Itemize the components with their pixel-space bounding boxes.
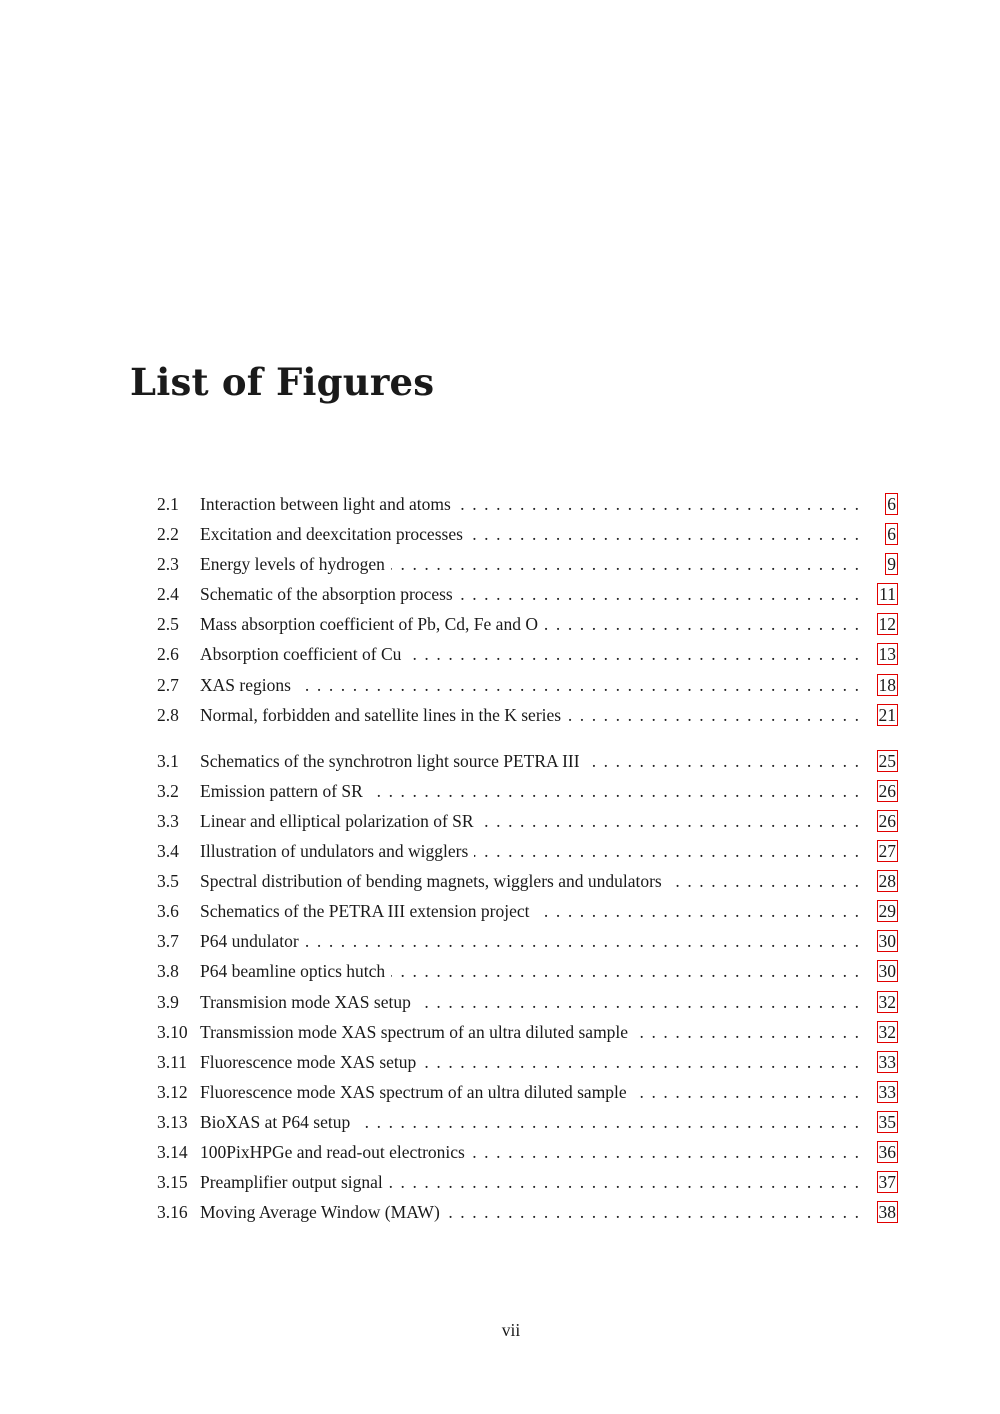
figure-page-cell: [859, 1167, 897, 1197]
figure-entry: [157, 956, 897, 986]
dot-leader: [459, 579, 859, 609]
figure-title: Linear and elliptical polarization of SR: [200, 810, 474, 831]
figure-page-cell: [859, 836, 897, 866]
figure-page-link[interactable]: 38: [878, 1202, 896, 1223]
figure-page-cell: [859, 866, 897, 896]
figure-page-cell: [859, 1077, 897, 1107]
figure-entry: [157, 1017, 897, 1047]
figure-number: 3.6: [157, 901, 179, 922]
figure-number: 3.11: [157, 1051, 187, 1072]
figure-group: [157, 746, 897, 1228]
figure-entry: [157, 700, 897, 730]
figure-number: 3.2: [157, 780, 179, 801]
figure-page-link[interactable]: 6: [887, 494, 896, 514]
figure-title: XAS regions: [200, 674, 291, 695]
figure-title: Fluorescence mode XAS setup: [200, 1051, 417, 1072]
figure-title: Mass absorption coefficient of Pb, Cd, Fe and O: [200, 614, 538, 635]
figure-number: 2.7: [157, 674, 179, 695]
dot-leader: [634, 1017, 859, 1047]
dot-leader: [407, 639, 859, 669]
dot-leader: [469, 519, 859, 549]
figure-number: 2.8: [157, 704, 179, 725]
figure-page-cell: [859, 579, 897, 609]
figure-page-cell: [859, 956, 897, 986]
figure-number: 2.5: [157, 614, 179, 635]
page-title: List of Figures: [130, 360, 435, 404]
figure-page-link[interactable]: 9: [887, 554, 896, 575]
figure-entry: [157, 1167, 897, 1197]
figure-title: Normal, forbidden and satellite lines in the K series: [200, 704, 562, 725]
figure-entry: [157, 987, 897, 1017]
figure-number: 3.1: [157, 750, 179, 771]
figure-page-cell: [859, 776, 897, 806]
figure-entry: [157, 519, 897, 549]
figure-page-link[interactable]: 25: [878, 750, 896, 771]
figure-page-link[interactable]: 11: [879, 584, 896, 605]
figure-number: 2.6: [157, 644, 179, 665]
figure-title: Spectral distribution of bending magnets, wigglers and undulators: [200, 871, 662, 892]
figure-title: Fluorescence mode XAS spectrum of an ultra diluted sample: [200, 1081, 627, 1102]
figure-number: 3.10: [157, 1021, 188, 1042]
figure-title: Illustration of undulators and wigglers: [200, 841, 469, 862]
figure-page-link[interactable]: 30: [878, 931, 896, 952]
figure-entry: [157, 926, 897, 956]
figure-entry: [157, 670, 897, 700]
figure-number: 3.15: [157, 1172, 188, 1193]
figure-title: Moving Average Window (MAW): [200, 1202, 440, 1223]
figure-number: 3.8: [157, 961, 179, 982]
figure-entry: [157, 549, 897, 579]
figure-entry: [157, 1137, 897, 1167]
figure-number: 2.4: [157, 584, 179, 605]
figure-number: 3.12: [157, 1081, 188, 1102]
figure-page-cell: [859, 519, 897, 549]
figure-page-link[interactable]: 33: [878, 1081, 896, 1102]
figure-group: [157, 489, 897, 730]
figure-title: 100PixHPGe and read-out electronics: [200, 1141, 465, 1162]
figure-page-cell: [859, 987, 897, 1017]
figure-title: Schematic of the absorption process: [200, 584, 453, 605]
figure-title: Transmision mode XAS setup: [200, 991, 411, 1012]
figure-page-link[interactable]: 28: [878, 871, 896, 892]
figure-page-cell: [859, 746, 897, 776]
figure-page-link[interactable]: 6: [887, 524, 896, 545]
dot-leader: [457, 489, 859, 519]
figure-number: 3.13: [157, 1111, 188, 1132]
figure-number: 3.3: [157, 810, 179, 831]
figure-entry: [157, 609, 897, 639]
figure-title: Schematics of the synchrotron light source PETRA III: [200, 750, 580, 771]
figure-page-cell: [859, 1047, 897, 1077]
figure-page-cell: [859, 806, 897, 836]
page-number: vii: [501, 1320, 521, 1340]
dot-leader: [422, 1047, 859, 1077]
figure-page-cell: [859, 1197, 897, 1227]
figure-entry: [157, 776, 897, 806]
figure-page-link[interactable]: 33: [878, 1051, 896, 1072]
dot-leader: [297, 670, 859, 700]
figure-number: 2.2: [157, 524, 179, 545]
figure-page-link[interactable]: 35: [878, 1111, 896, 1132]
dot-leader: [391, 956, 859, 986]
figure-page-cell: [859, 1137, 897, 1167]
dot-leader: [446, 1197, 859, 1227]
figure-page-cell: [859, 926, 897, 956]
figure-title: BioXAS at P64 setup: [200, 1111, 351, 1132]
figure-title: P64 beamline optics hutch: [200, 961, 386, 982]
figure-page-link[interactable]: 32: [878, 991, 896, 1012]
figure-entry: [157, 1107, 897, 1137]
figure-number: 3.4: [157, 841, 179, 862]
figure-page-link[interactable]: 27: [878, 841, 896, 862]
dot-leader: [474, 836, 859, 866]
figure-page-link[interactable]: 26: [878, 810, 896, 831]
figure-title: Emission pattern of SR: [200, 780, 363, 801]
dot-leader: [356, 1107, 859, 1137]
figure-entry: [157, 1077, 897, 1107]
figure-number: 2.1: [157, 494, 179, 514]
figure-entry: [157, 896, 897, 926]
figure-number: 3.7: [157, 931, 179, 952]
dot-leader: [369, 776, 859, 806]
figure-number: 3.9: [157, 991, 179, 1012]
figure-number: 3.14: [157, 1141, 188, 1162]
dot-leader: [544, 609, 859, 639]
figure-entry: [157, 579, 897, 609]
figure-entry: [157, 639, 897, 669]
dot-leader: [480, 806, 859, 836]
figure-title: Interaction between light and atoms: [200, 494, 451, 514]
figure-page-cell: [859, 489, 897, 519]
figure-title: Excitation and deexcitation processes: [200, 524, 463, 545]
dot-leader: [586, 746, 859, 776]
figure-title: Energy levels of hydrogen: [200, 554, 385, 575]
figure-page-link[interactable]: 29: [878, 901, 896, 922]
figure-page-link[interactable]: 12: [878, 614, 896, 635]
dot-leader: [389, 1167, 859, 1197]
figure-title: P64 undulator: [200, 931, 299, 952]
figure-entry: [157, 836, 897, 866]
figure-page-cell: [859, 549, 897, 579]
figure-page-link[interactable]: 26: [878, 780, 896, 801]
figure-page-cell: [859, 1107, 897, 1137]
figure-page-cell: [859, 1017, 897, 1047]
dot-leader: [536, 896, 859, 926]
dot-leader: [471, 1137, 859, 1167]
figure-page-cell: [859, 639, 897, 669]
figure-page-cell: [859, 700, 897, 730]
list-of-figures: [157, 489, 897, 1227]
dot-leader: [417, 987, 859, 1017]
figure-page-link[interactable]: 36: [878, 1141, 896, 1162]
figure-number: 2.3: [157, 554, 179, 575]
dot-leader: [391, 549, 859, 579]
figure-number: 3.16: [157, 1202, 188, 1223]
figure-entry: [157, 489, 897, 519]
figure-page-link[interactable]: 21: [878, 704, 896, 725]
dot-leader: [668, 866, 859, 896]
figure-title: Preamplifier output signal: [200, 1172, 383, 1193]
figure-page-link[interactable]: 30: [878, 961, 896, 982]
dot-leader: [633, 1077, 859, 1107]
figure-entry: [157, 746, 897, 776]
figure-entry: [157, 806, 897, 836]
figure-page-cell: [859, 609, 897, 639]
figure-entry: [157, 1197, 897, 1227]
figure-page-cell: [859, 896, 897, 926]
figure-entry: [157, 866, 897, 896]
dot-leader: [567, 700, 859, 730]
dot-leader: [305, 926, 859, 956]
figure-title: Transmission mode XAS spectrum of an ultra diluted sample: [200, 1021, 629, 1042]
figure-page-link[interactable]: 13: [878, 644, 896, 665]
figure-page-link[interactable]: 32: [878, 1021, 896, 1042]
figure-title: Absorption coefficient of Cu: [200, 644, 402, 665]
figure-page-link[interactable]: 37: [878, 1172, 896, 1193]
figure-page-link[interactable]: 18: [878, 674, 896, 695]
figure-entry: [157, 1047, 897, 1077]
figure-number: 3.5: [157, 871, 179, 892]
figure-title: Schematics of the PETRA III extension project: [200, 901, 530, 922]
figure-page-cell: [859, 670, 897, 700]
